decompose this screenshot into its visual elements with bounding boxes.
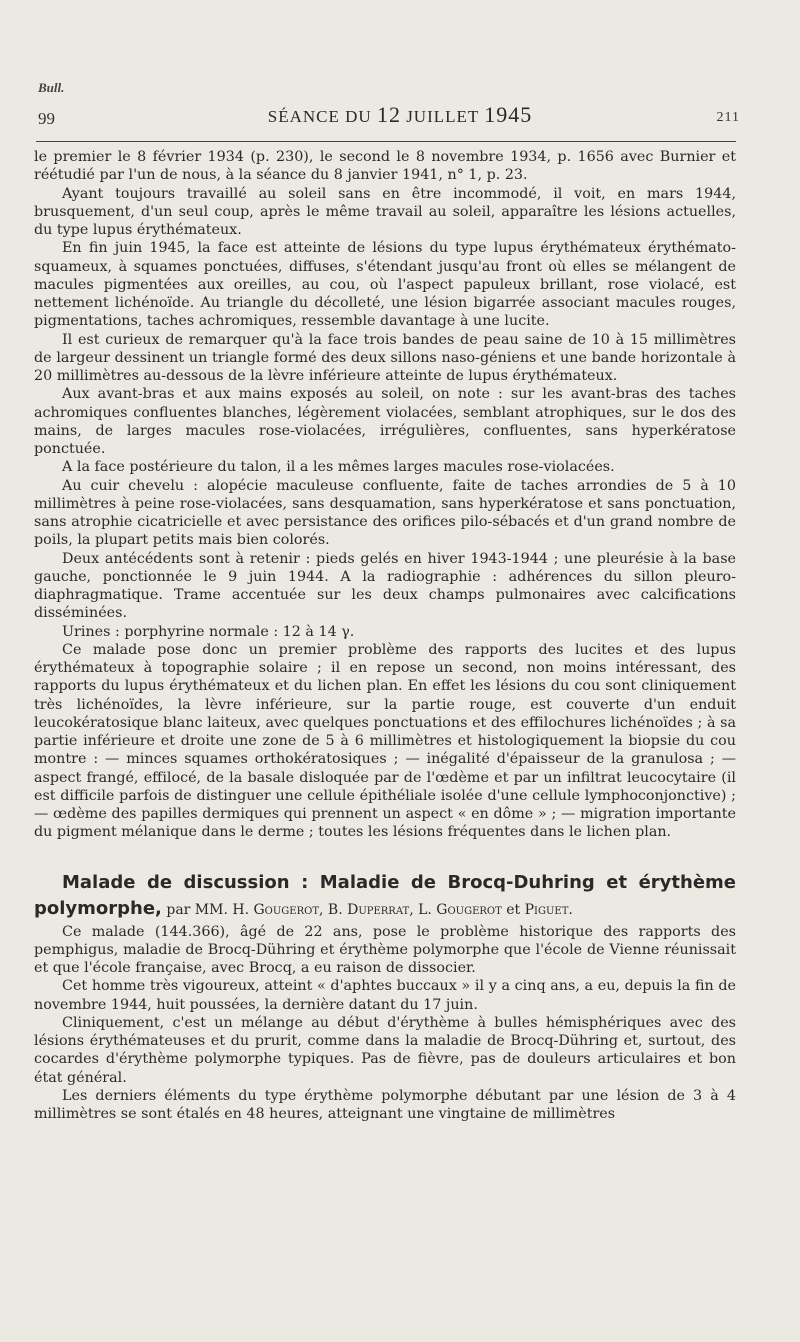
section-gap xyxy=(34,842,736,870)
paragraph: Cliniquement, c'est un mélange au début d'érythème à bulles hémisphériques avec des lésions érythémateuses et du prurit, comme dans la maladie de Brocq-Dühring et, surtout, des cocardes d'érythème polymorphe typiques. Pas de fièvre, pas de douleurs articulaires et bon état général. xyxy=(34,1014,736,1086)
section-authors xyxy=(162,902,573,918)
paragraph: Il est curieux de remarquer qu'à la face trois bandes de peau saine de 10 à 15 millimètres de largeur dessinent un triangle formé des deux sillons naso-géniens et une bande horizontale à 20 millimètres au-dessous de la lèvre inférieure atteinte de lupus érythémateux. xyxy=(34,331,736,384)
folio-left: 99 xyxy=(38,109,55,128)
paragraph: A la face postérieure du talon, il a les mêmes larges macules rose-violacées. xyxy=(62,459,615,476)
author-name: Gougerot xyxy=(253,901,319,918)
running-title-day: 12 xyxy=(376,102,401,127)
paragraph: le premier le 8 février 1934 (p. 230), le second le 8 novembre 1934, p. 1656 avec Burnier et réétudié par l'un de nous, à la séance du 8 janvier 1941, n° 1, p. 23. xyxy=(34,149,736,184)
section-title xyxy=(34,870,736,923)
running-title-year: 1945 xyxy=(484,102,533,127)
authors-end: . xyxy=(568,901,573,918)
author-name: Duperrat xyxy=(347,901,410,918)
authors-sep: , B. xyxy=(319,901,348,918)
section-title-text: Malade de discussion : Maladie de Brocq-Duhring et érythème polymorphe, xyxy=(34,871,736,919)
authors-prefix: par MM. H. xyxy=(161,901,254,918)
running-title-pre: SÉANCE DU xyxy=(267,107,377,126)
paragraph: Deux antécédents sont à retenir : pieds gelés en hiver 1943-1944 ; une pleurésie à la base gauche, ponctionnée le 9 juin 1944. A la radiographie : adhérences du sillon pleuro-diaphragmatique. Trame accentuée sur les deux champs pulmonaires avec calcifications disséminées. xyxy=(34,550,736,622)
running-title-month: JUILLET xyxy=(400,107,485,126)
authors-sep: et xyxy=(501,901,525,918)
paragraph: Les derniers éléments du type érythème polymorphe débutant par une lésion de 3 à 4 millimètres se sont étalés en 48 heures, atteignant une vingtaine de millimètres xyxy=(34,1087,736,1122)
paragraph: Ayant toujours travaillé au soleil sans en être incommodé, il voit, en mars 1944, brusquement, d'un seul coup, après le même travail au soleil, apparaître les lésions actuelles, du type lupus érythémateux. xyxy=(34,185,736,238)
running-title xyxy=(0,102,800,128)
header-rule xyxy=(36,141,736,142)
author-name: Gougerot xyxy=(436,901,502,918)
paragraph: Aux avant-bras et aux mains exposés au soleil, on note : sur les avant-bras des taches achromiques confluentes blanches, légèrement violacées, semblant atrophiques, sur le dos des mains, de larges macules rose-violacées, irrégulières, confluentes, sans hyperkératose ponctuée. xyxy=(34,386,736,457)
author-name: Piguet xyxy=(524,901,569,918)
authors-sep: , L. xyxy=(409,901,437,918)
paragraph: Cet homme très vigoureux, atteint « d'aphtes buccaux » il y a cinq ans, a eu, depuis la fin de novembre 1944, huit poussées, la dernière datant du 17 juin. xyxy=(34,978,736,1013)
page-number: 211 xyxy=(716,110,740,125)
text-body xyxy=(34,148,736,1123)
paragraph: Ce malade pose donc un premier problème des rapports des lucites et des lupus érythémateux à topographie solaire ; il en repose un second, non moins intéressant, des rapports du lupus érythémateux et du lichen plan. En effet les lésions du cou sont cliniquement très lichénoïdes, la lèvre inférieure, sur la partie rouge, est couverte d'un enduit leucokératosique blanc laiteux, avec quelques ponctuations et des effilochures lichénoïdes ; à sa partie inférieure et droite une zone de 5 à 6 millimètres et histologiquement la biopsie du cou montre : — minces squames orthokératosiques ; — inégalité d'épaisseur de la granulosa ; — aspect frangé, effilocé, de la basale disloquée par de l'œdème et par un infiltrat leucocytaire (il est difficile parfois de distinguer une cellule épithéliale isolée d'une cellule lymphoconjonctive) ; — œdème des papilles dermiques qui prennent un aspect « en dôme » ; — migration importante du pigment mélanique dans le derme ; toutes les lésions fréquentes dans le lichen plan. xyxy=(34,641,736,841)
paragraph: Urines : porphyrine normale : 12 à 14 γ. xyxy=(62,623,355,640)
paragraph: En fin juin 1945, la face est atteinte de lésions du type lupus érythémateux érythémato-squameux, à squames ponctuées, diffuses, s'étendant jusqu'au front où elles se mélangent de macules pigmentées aux oreilles, au cou, où l'aspect papuleux brillant, rose violacé, est nettement lichénoïde. Au triangle du décolleté, une lésion bigarrée associant macules rouges, pigmentations, taches achromiques, ressemble davantage à une lucite. xyxy=(34,240,736,330)
paragraph: Au cuir chevelu : alopécie maculeuse confluente, faite de taches arrondies de 5 à 10 millimètres à peine rose-violacées, sans desquamation, sans hyperkératose et sans ponctuation, sans atrophie cicatricielle et avec persistance des orifices pilo-sébacés et d'un grand nombre de poils, la plupart petits mais bien colorés. xyxy=(34,477,736,549)
paragraph: Ce malade (144.366), âgé de 22 ans, pose le problème historique des rapports des pemphigus, maladie de Brocq-Dühring et érythème polymorphe que l'école de Vienne réunissait et que l'école française, avec Brocq, a eu raison de dissocier. xyxy=(34,923,736,976)
running-header xyxy=(0,101,800,131)
library-stamp: Bull. xyxy=(38,80,65,95)
